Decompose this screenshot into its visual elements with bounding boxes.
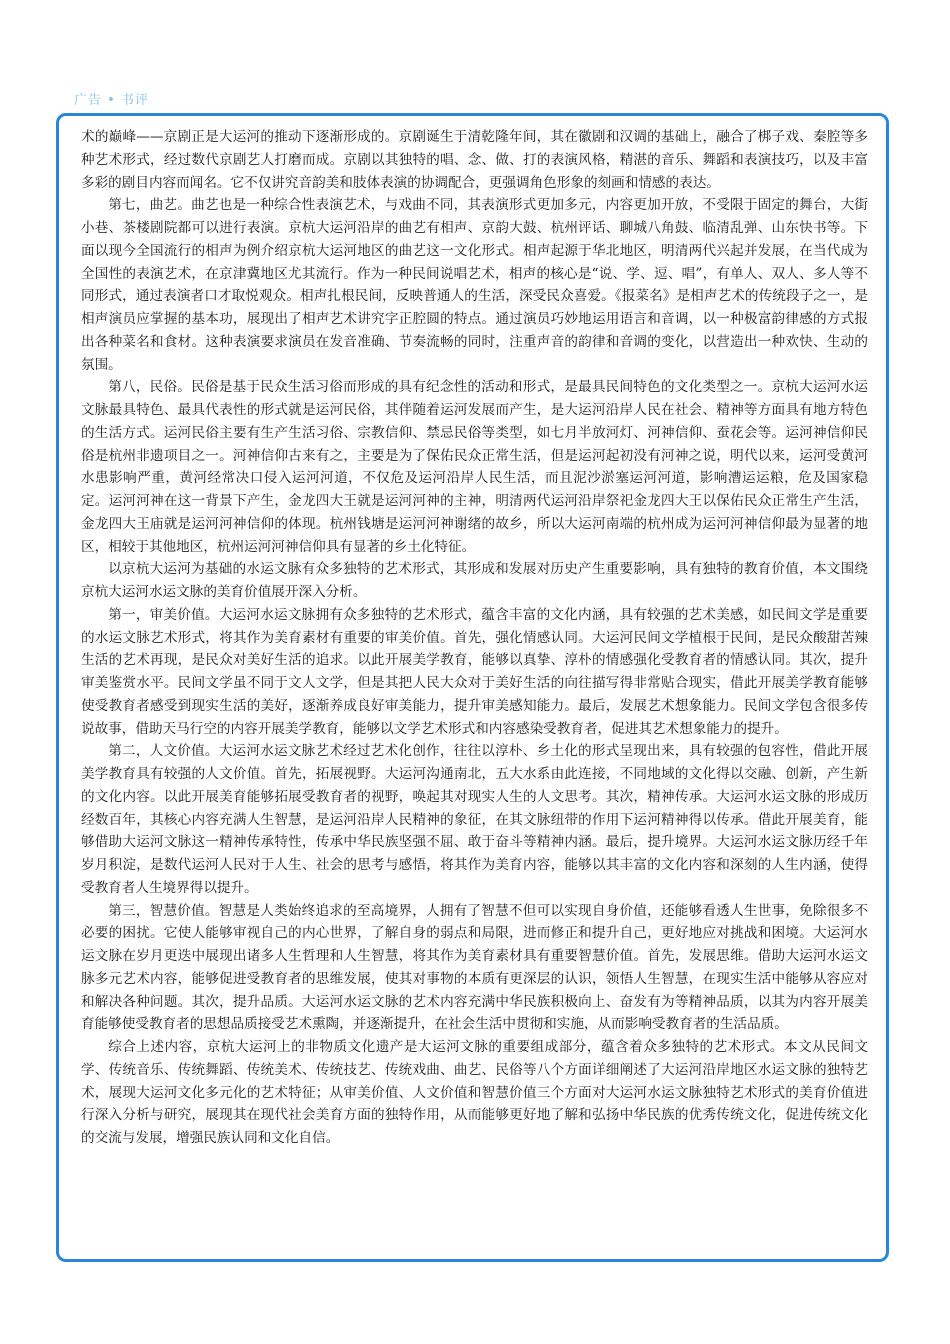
article-frame [56, 113, 889, 1262]
article-body [81, 126, 868, 1150]
paragraph-wisdom-value: 第三，智慧价值。智慧是人类始终追求的至高境界，人拥有了智慧不但可以实现自身价值，还能够看透人生世事，免除很多不必要的困扰。它使人能够审视自己的内心世界，了解自身的弱点和局限，进而修正和提升自己，更好地应对挑战和困境。大运河水运文脉在岁月更迭中展现出诸多人生哲理和人生智慧，将其作为美育素材具有重要智慧价值。首先，发展思维。借助大运河水运文脉多元艺术内容，能够促进受教育者的思维发展，使其对事物的本质有更深层的认识，领悟人生智慧，在现实生活中能够从容应对和解决各种问题。其次，提升品质。大运河水运文脉的艺术内容充满中华民族积极向上、奋发有为等精神品质，以其为内容开展美育能够使受教育者的思想品质接受艺术熏陶，并逐渐提升，在社会生活中贯彻和实施，从而影响受教育者的生活品质。 [81, 902, 868, 1033]
paragraph-beijing-opera: 术的巅峰——京剧正是大运河的推动下逐渐形成的。京剧诞生于清乾隆年间，其在徽剧和汉调的基础上，融合了梆子戏、秦腔等多种艺术形式，经过数代京剧艺人打磨而成。京剧以其独特的唱、念、做、打的表演风格，精湛的音乐、舞蹈和表演技巧，以及丰富多彩的剧目内容而闻名。它不仅讲究音韵美和肢体表演的协调配合，更强调角色形象的刻画和情感的表达。 [81, 129, 868, 191]
paragraph-quyi: 第七，曲艺。曲艺也是一种综合性表演艺术，与戏曲不同，其表演形式更加多元，内容更加开放，不受限于固定的舞台，大街小巷、茶楼剧院都可以进行表演。京杭大运河沿岸的曲艺有相声、京韵大鼓、杭州评话、聊城八角鼓、临清乱弹、山东快书等。下面以现今全国流行的相声为例介绍京杭大运河地区的曲艺这一文化形式。相声起源于华北地区，明清两代兴起并发展，在当代成为全国性的表演艺术，在京津冀地区尤其流行。作为一种民间说唱艺术，相声的核心是“说、学、逗、唱”，有单人、双人、多人等不同形式，通过表演者口才取悦观众。相声扎根民间，反映普通人的生活，深受民众喜爱。《报菜名》是相声艺术的传统段子之一，是相声演员应掌握的基本功，展现出了相声艺术讲究字正腔圆的特点。通过演员巧妙地运用语言和音调，以一种极富韵律感的方式报出各种菜名和食材。这种表演要求演员在发音准确、节奏流畅的同时，注重声音的韵律和音调的变化，以营造出一种欢快、生动的氛围。 [81, 197, 868, 373]
paragraph-intro-values: 以京杭大运河为基础的水运文脉有众多独特的艺术形式，其形成和发展对历史产生重要影响，具有独特的教育价值，本文围绕京杭大运河水运文脉的美育价值展开深入分析。 [81, 561, 868, 600]
paragraph-folk-customs: 第八，民俗。民俗是基于民众生活习俗而形成的具有纪念性的活动和形式，是最具民间特色的文化类型之一。京杭大运河水运文脉最具特色、最具代表性的形式就是运河民俗，其伴随着运河发展而产生，是大运河沿岸人民在社会、精神等方面具有地方特色的生活方式。运河民俗主要有生产生活习俗、宗教信仰、禁忌民俗等类型，如七月半放河灯、河神信仰、蚕花会等。运河神信仰民俗是杭州非遗项目之一。河神信仰古来有之，主要是为了保佑民众正常生活，但是运河起初没有河神之说，明代以来，运河受黄河水患影响严重，黄河经常决口侵入运河河道，不仅危及运河沿岸人民生活，而且泥沙淤塞运河河道，影响漕运运粮，危及国家稳定。运河河神在这一背景下产生，金龙四大王就是运河河神的主神，明清两代运河沿岸祭祀金龙四大王以保佑民众正常生产生活，金龙四大王庙就是运河河神信仰的体现。杭州钱塘是运河河神谢绪的故乡，所以大运河南端的杭州成为运河河神信仰最为显著的地区，相较于其他地区，杭州运河河神信仰具有显著的乡土化特征。 [81, 379, 868, 555]
paragraph-aesthetic-value: 第一，审美价值。大运河水运文脉拥有众多独特的艺术形式，蕴含丰富的文化内涵，具有较强的艺术美感，如民间文学是重要的水运文脉艺术形式，将其作为美育素材有重要的审美价值。首先，强化情感认同。大运河民间文学植根于民间，是民众酸甜苦辣生活的艺术再现，是民众对美好生活的追求。以此开展美学教育，能够以真挚、淳朴的情感强化受教育者的情感认同。其次，提升审美鉴赏水平。民间文学虽不同于文人文学，但是其把人民大众对于美好生活的向往描写得非常贴合现实，借此开展美学教育能够使受教育者感受到现实生活的美好，逐渐养成良好审美能力，提升审美感知能力。最后，发展艺术想象能力。民间文学包含很多传说故事，借助天马行空的内容开展美学教育，能够以文学艺术形式和内容感染受教育者，促进其艺术想象能力的提升。 [81, 606, 868, 737]
paragraph-conclusion: 综合上述内容，京杭大运河上的非物质文化遗产是大运河文脉的重要组成部分，蕴含着众多独特的艺术形式。本文从民间文学、传统音乐、传统舞蹈、传统美术、传统技艺、传统戏曲、曲艺、民俗等八个方面详细阐述了大运河沿岸地区水运文脉的独特艺术，展现大运河文化多元化的艺术特征；从审美价值、人文价值和智慧价值三个方面对大运河水运文脉独特艺术形式的美育价值进行深入分析与研究，展现其在现代社会美育方面的独特作用，从而能够更好地了解和弘扬中华民族的优秀传统文化，促进传统文化的交流与发展，增强民族认同和文化自信。 [81, 1039, 868, 1146]
paragraph-humanistic-value: 第二，人文价值。大运河水运文脉艺术经过艺术化创作，往往以淳朴、乡土化的形式呈现出来，具有较强的包容性，借此开展美学教育具有较强的人文价值。首先，拓展视野。大运河沟通南北，五大水系由此连接，不同地域的文化得以交融、创新，产生新的文化内容。以此开展美育能够拓展受教育者的视野，唤起其对现实人生的人文思考。其次，精神传承。大运河水运文脉的形成历经数百年，其核心内容充满人生智慧，是运河沿岸人民精神的象征，在其文脉纽带的作用下运河精神得以传承。借此开展美育，能够借助大运河文脉这一精神传承特性，传承中华民族坚强不屈、敢于奋斗等精神内涵。最后，提升境界。大运河水运文脉历经千年岁月积淀，是数代运河人民对于人生、社会的思考与感悟，将其作为美育内容，能够以其丰富的文化内容和深刻的人生内涵，使得受教育者人生境界得以提升。 [81, 743, 868, 896]
section-label: 广告 • 书评 [74, 93, 149, 108]
